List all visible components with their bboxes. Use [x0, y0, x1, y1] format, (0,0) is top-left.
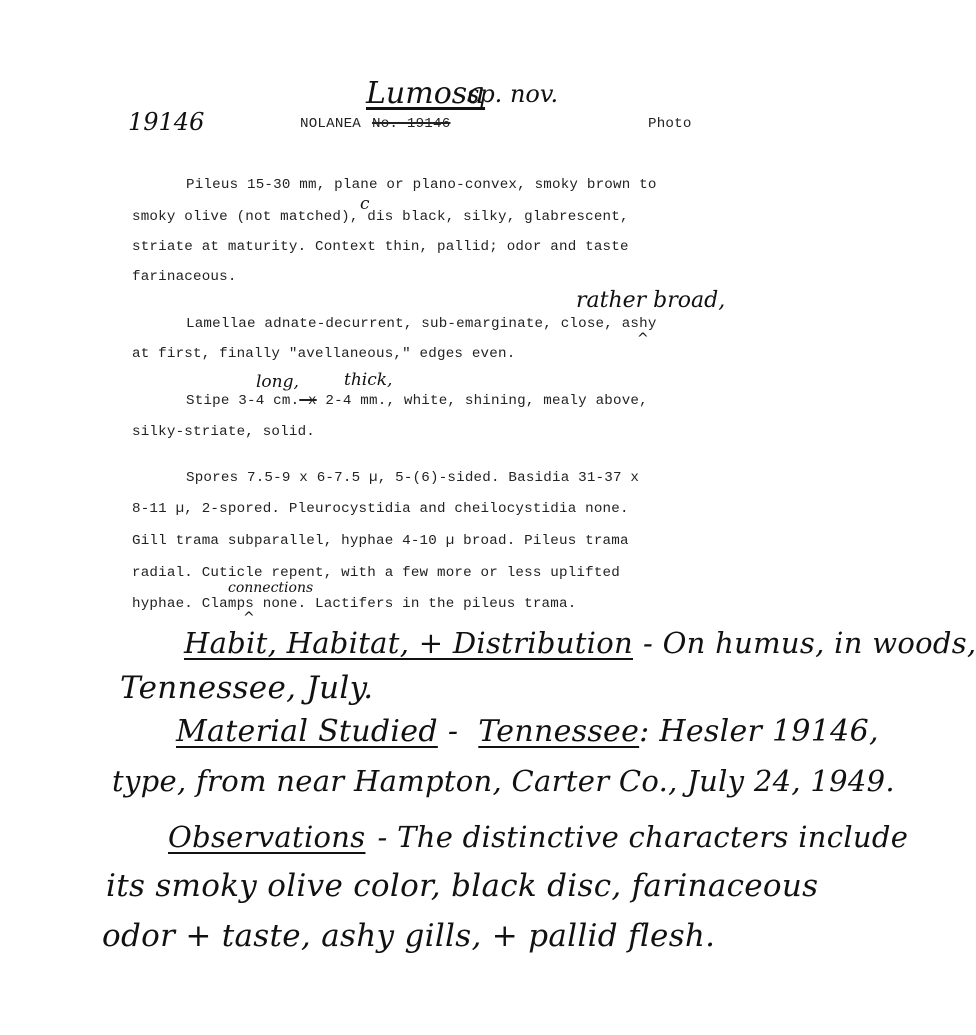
genus-name: NOLANEA — [300, 116, 361, 132]
material-heading: Material Studied — [176, 714, 438, 749]
thick-insert: thick, — [344, 370, 393, 390]
pileus-line-2 — [132, 209, 629, 225]
insert-caret: ^ — [637, 331, 649, 347]
disc-insert-c: c — [360, 194, 370, 214]
long-insert: long, — [256, 372, 299, 392]
pileus-line-2-b: black, silky, glabrescent, — [393, 209, 629, 225]
spores-line-5-b: none. Lactifers in the pileus trama. — [254, 596, 577, 612]
spores-line-3: Gill trama subparallel, hyphae 4-10 µ broad. Pileus trama — [132, 533, 629, 549]
collection-number-handwritten: 19146 — [128, 108, 205, 136]
pileus-line-1 — [186, 177, 657, 193]
stipe-length: Stipe 3-4 cm. — [186, 393, 300, 409]
connections-insert: connections — [228, 580, 314, 596]
stipe-desc: , white, shining, mealy above, — [386, 393, 648, 409]
pileus-line-3: striate at maturity. Context thin, pallid; odor and taste — [132, 239, 629, 255]
clamps-caret: ^ — [243, 610, 255, 626]
rather-broad-insert: rather broad, — [576, 288, 726, 313]
spores-line-2: 8-11 µ, 2-spored. Pleurocystidia and cheilocystidia none. — [132, 501, 629, 517]
lamellae-line-2: at first, finally "avellaneous," edges even. — [132, 346, 516, 362]
struck-number: No. 19146 — [372, 116, 451, 132]
stipe-line-2: silky-striate, solid. — [132, 424, 315, 440]
observations-line-1 — [168, 820, 908, 854]
habit-line-2: Tennessee, July. — [120, 670, 374, 706]
observations-heading: Observations — [168, 820, 366, 854]
spores-line-5-a: hyphae. Clamps — [132, 596, 254, 612]
habit-line-1 — [184, 626, 976, 660]
pileus-line-2-a: smoky olive (not matched), dis — [132, 209, 394, 225]
lamellae-line-1: Lamellae adnate-decurrent, sub-emarginate, close, ashy — [186, 316, 657, 332]
material-line-2: type, from near Hampton, Carter Co., July 24, 1949. — [112, 764, 895, 798]
observations-text: - The distinctive characters include — [377, 820, 909, 854]
stipe-thickness: 2-4 mm. — [316, 393, 387, 409]
material-line-1 — [176, 714, 879, 749]
material-text: : Hesler 19146, — [639, 714, 879, 749]
spores-line-4: radial. Cuticle repent, with a few more or less uplifted — [132, 565, 620, 581]
species-epithet-handwritten: Lumosa — [366, 76, 486, 111]
habit-text: - On humus, in woods, — [642, 626, 976, 660]
habit-heading: Habit, Habitat, + Distribution — [184, 626, 633, 660]
observations-line-3: odor + taste, ashy gills, + pallid flesh. — [102, 918, 716, 954]
pileus-line-4: farinaceous. — [132, 269, 237, 285]
photo-label: Photo — [648, 116, 692, 132]
material-state: Tennessee — [478, 714, 640, 749]
pileus-desc: , plane or plano-convex, smoky brown to — [316, 177, 657, 193]
stipe-x: x — [299, 393, 317, 409]
spores-line-1: Spores 7.5-9 x 6-7.5 µ, 5-(6)-sided. Basidia 31-37 x — [186, 470, 640, 486]
spores-line-5 — [132, 596, 576, 612]
pileus-size: Pileus 15-30 mm — [186, 177, 317, 193]
sp-nov-handwritten: sp. nov. — [467, 80, 559, 108]
observations-line-2: its smoky olive color, black disc, farinaceous — [106, 868, 819, 904]
material-dash: - — [447, 714, 459, 749]
stipe-line-1 — [186, 393, 648, 409]
